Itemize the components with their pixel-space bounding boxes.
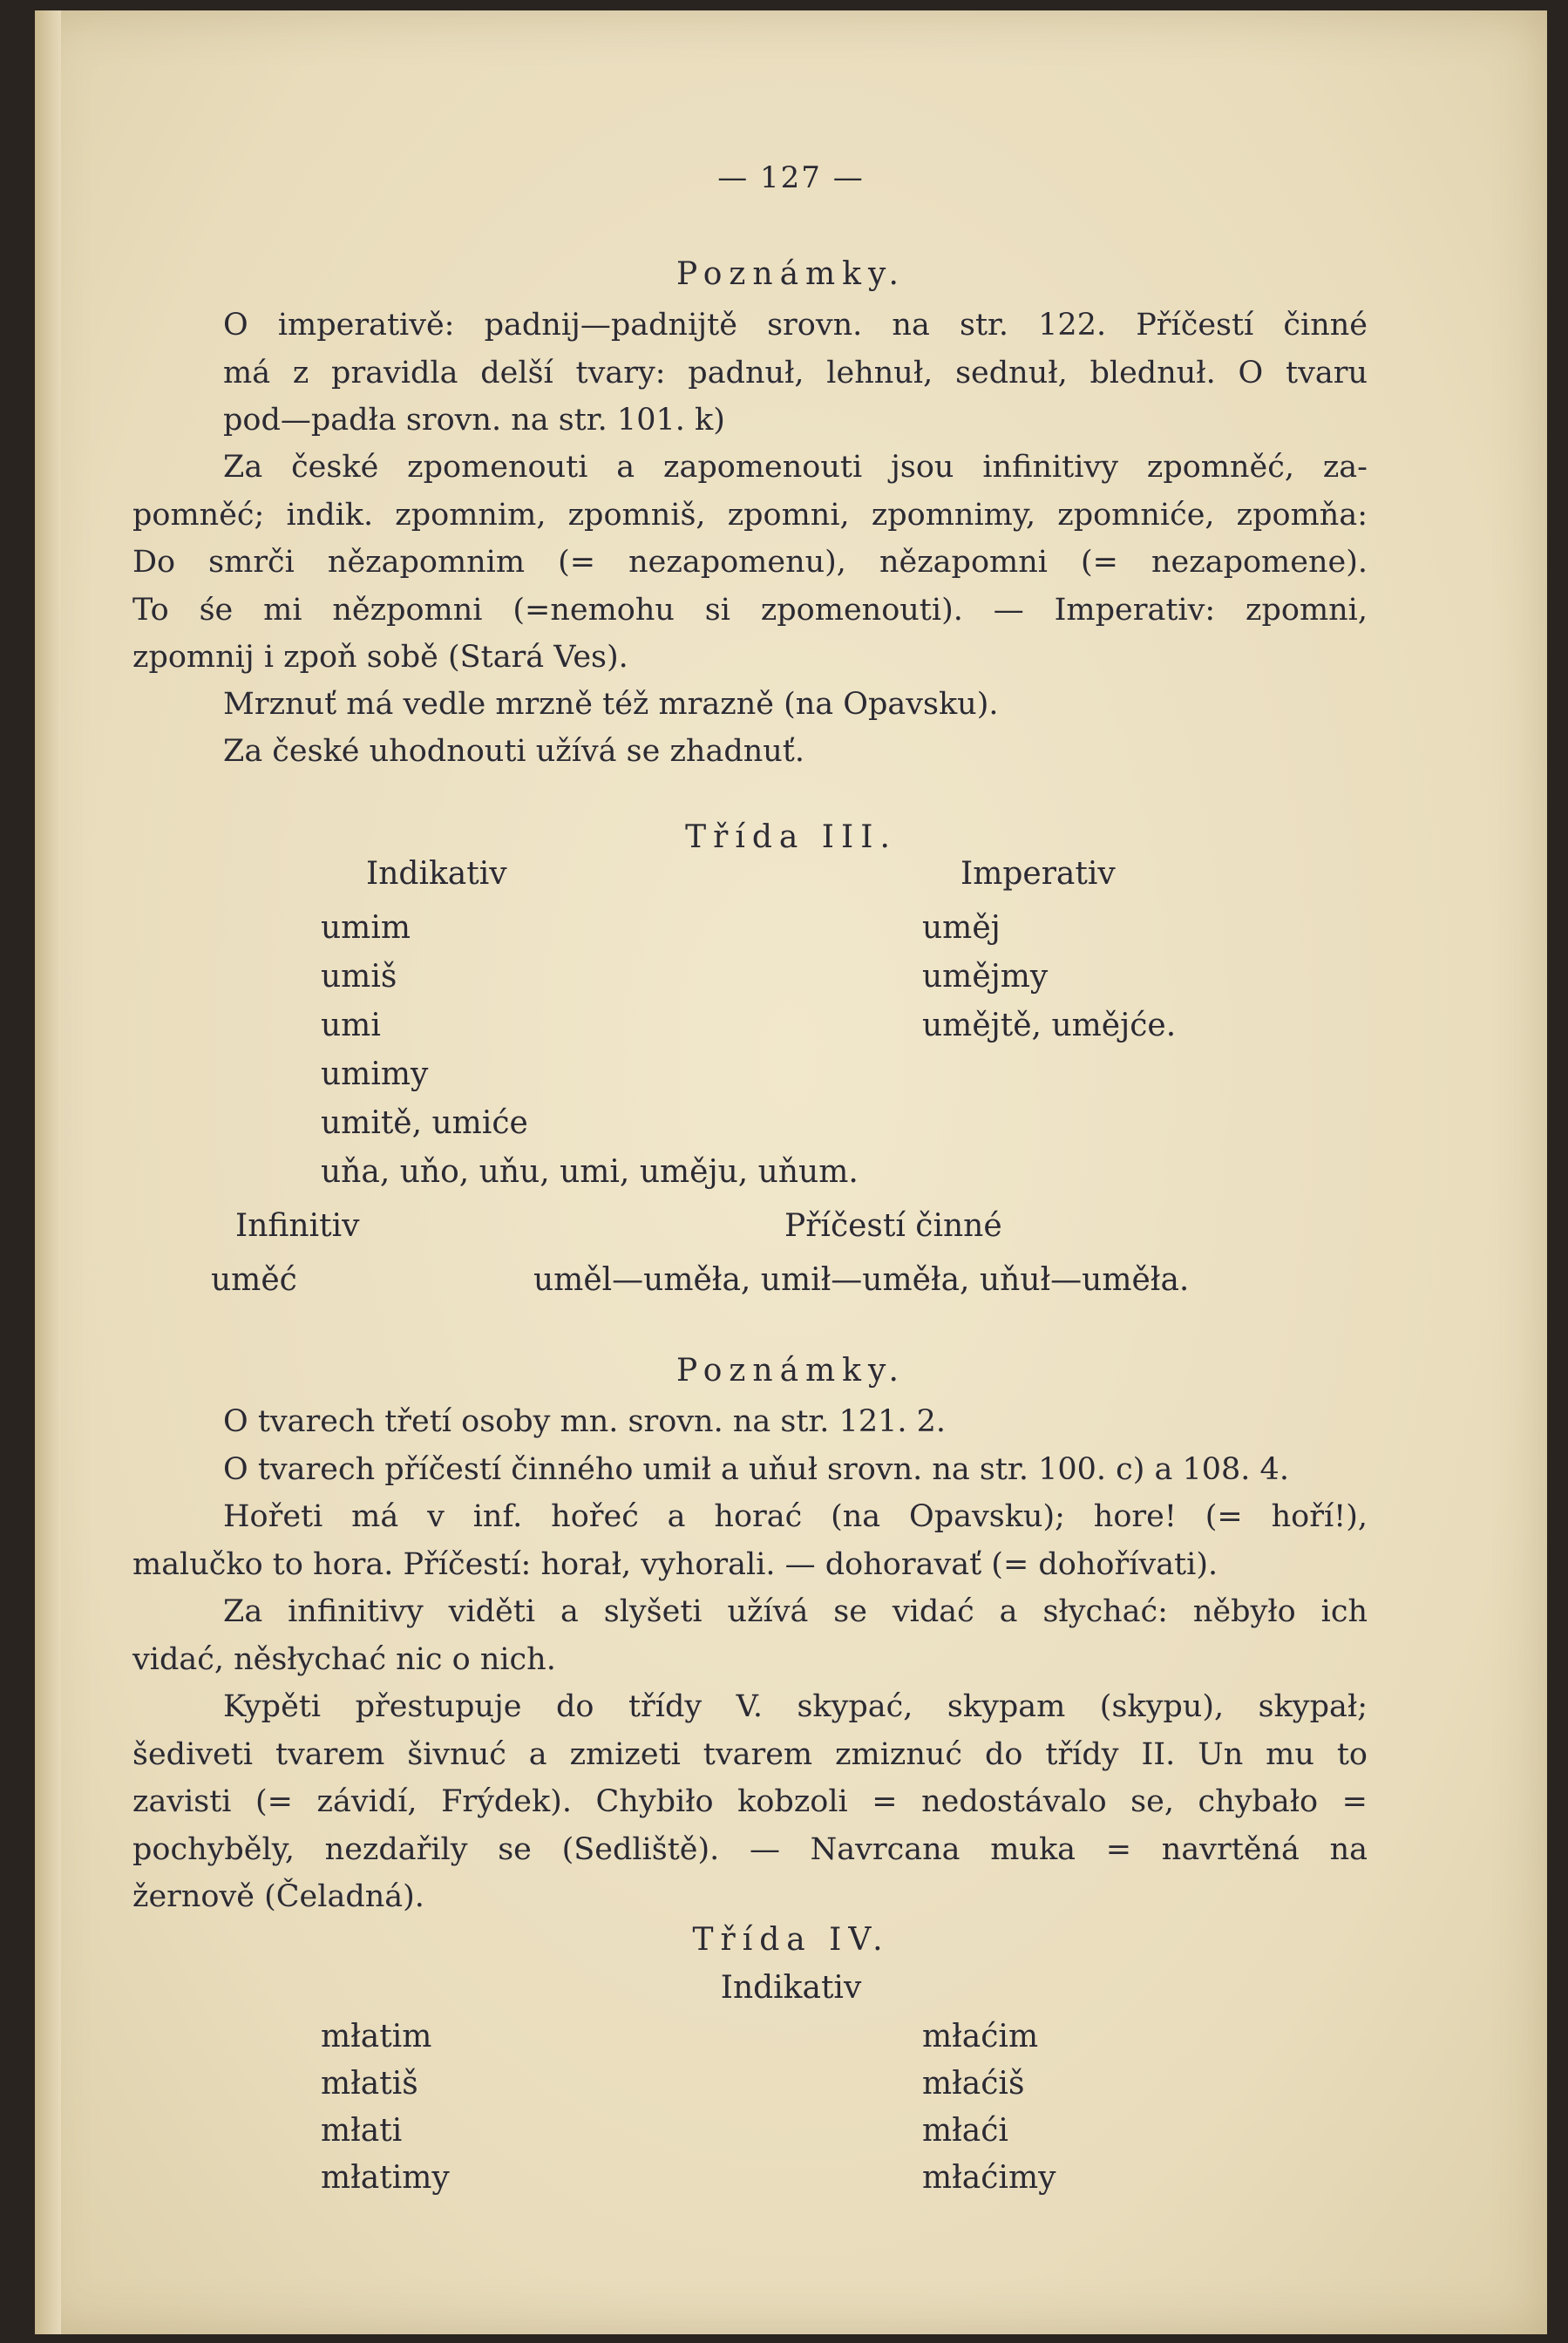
text-line: Za české zpomenouti a zapomenouti jsou infinitivy zpomněć, za-: [223, 450, 1368, 485]
imperativ-form: umějtě, umějće.: [922, 1008, 1177, 1043]
infinitiv-label: Infinitiv: [235, 1208, 360, 1244]
book-page: [35, 10, 1547, 2334]
notes2-paragraph-4: [132, 1588, 1368, 1683]
text-line: To śe mi nězpomni (=nemohu si zpomenouti). — Imperativ: zpomni,: [132, 592, 1368, 628]
imperativ-label: Imperativ: [960, 856, 1116, 892]
pricesti-forms: uměl—uměła, umił—uměła, uňuł—uměła.: [533, 1262, 1190, 1298]
class4-form-right: młaćiš: [922, 2066, 1025, 2102]
class4-form-left: młatim: [321, 2019, 432, 2054]
notes2-paragraph-3: [132, 1493, 1368, 1588]
class4-form-left: młatiš: [321, 2066, 418, 2102]
notes2-paragraph-1: [132, 1398, 1368, 1446]
text-line: pod—padła srovn. na str. 101. k): [223, 403, 725, 438]
page-number: — 127 —: [717, 160, 865, 195]
notes1-paragraph-4: [132, 728, 1368, 776]
class-3-heading: Třída III.: [685, 819, 897, 855]
indikativ-label: Indikativ: [366, 856, 507, 892]
text-line: O tvarech třetí osoby mn. srovn. na str. 121. 2.: [223, 1404, 946, 1439]
indikativ-form: umimy: [321, 1056, 429, 1092]
pricesti-label: Příčestí činné: [784, 1208, 1002, 1244]
text-line: zpomnij i zpoň sobě (Stará Ves).: [132, 640, 628, 675]
class-4-heading: Třída IV.: [692, 1922, 890, 1958]
indikativ-form: umitě, umiće: [321, 1105, 528, 1141]
notes1-paragraph-1: [132, 302, 1368, 445]
class4-form-right: młaćim: [922, 2019, 1039, 2054]
text-line: Mrznuť má vedle mrzně též mrazně (na Opavsku).: [223, 687, 999, 722]
notes1-paragraph-3: [132, 681, 1368, 729]
class4-form-left: młatimy: [321, 2160, 450, 2196]
text-line: žernově (Čeladná).: [132, 1879, 424, 1914]
notes2-paragraph-5: [132, 1683, 1368, 1921]
text-line: Za české uhodnouti užívá se zhadnuť.: [223, 734, 804, 769]
indikativ-form: umi: [321, 1008, 381, 1043]
text-line: má z pravidla delší tvary: padnuł, lehnuł, sednuł, blednuł. O tvaru: [223, 355, 1368, 390]
text-line: malučko to hora. Příčestí: horał, vyhorali. — dohoravať (= dohořívati).: [132, 1546, 1218, 1582]
notes-heading-1: Poznámky.: [675, 256, 906, 292]
class4-form-right: młaćimy: [922, 2160, 1056, 2196]
indikativ-form: umim: [321, 910, 411, 946]
text-line: Hořeti má v inf. hořeć a horać (na Opavsku); hore! (= hoří!),: [223, 1499, 1368, 1534]
infinitiv-form: uměć: [211, 1262, 297, 1298]
text-line: vidać, něsłychać nic o nich.: [132, 1641, 556, 1677]
class4-form-right: młaći: [922, 2113, 1008, 2149]
text-line: šediveti tvarem šivnuć a zmizeti tvarem zmiznuć do třídy II. Un mu to: [132, 1736, 1368, 1772]
indikativ-form: uňa, uňo, uňu, umi, uměju, uňum.: [321, 1154, 859, 1190]
text-line: zavisti (= závidí, Frýdek). Chybiło kobzoli = nedostávalo se, chybało =: [132, 1784, 1368, 1819]
indikativ-form: umiš: [321, 959, 397, 995]
imperativ-form: umějmy: [922, 959, 1049, 995]
text-line: Do smrči nězapomnim (= nezapomenu), nězapomni (= nezapomene).: [132, 545, 1368, 580]
text-line: O tvarech příčestí činného umił a uňuł srovn. na str. 100. c) a 108. 4.: [223, 1452, 1289, 1487]
imperativ-form: uměj: [922, 910, 1001, 946]
notes1-paragraph-2: [132, 444, 1368, 682]
text-line: pomněć; indik. zpomnim, zpomniš, zpomni, zpomnimy, zpomniće, zpomňa:: [132, 497, 1368, 533]
notes2-paragraph-2: [132, 1446, 1368, 1494]
notes-heading-2: Poznámky.: [675, 1353, 906, 1389]
text-line: Za infinitivy viděti a slyšeti užívá se vidać a słychać: něbyło ich: [223, 1594, 1368, 1629]
class4-form-left: młati: [321, 2113, 403, 2149]
text-line: Kypěti přestupuje do třídy V. skypać, skypam (skypu), skypał;: [223, 1689, 1368, 1724]
class4-indikativ-label: Indikativ: [720, 1970, 862, 2006]
text-line: O imperativě: padnij—padnijtě srovn. na str. 122. Příčestí činné: [223, 308, 1368, 343]
text-line: pochyběly, nezdařily se (Sedliště). — Navrcana muka = navrtěná na: [132, 1831, 1368, 1867]
